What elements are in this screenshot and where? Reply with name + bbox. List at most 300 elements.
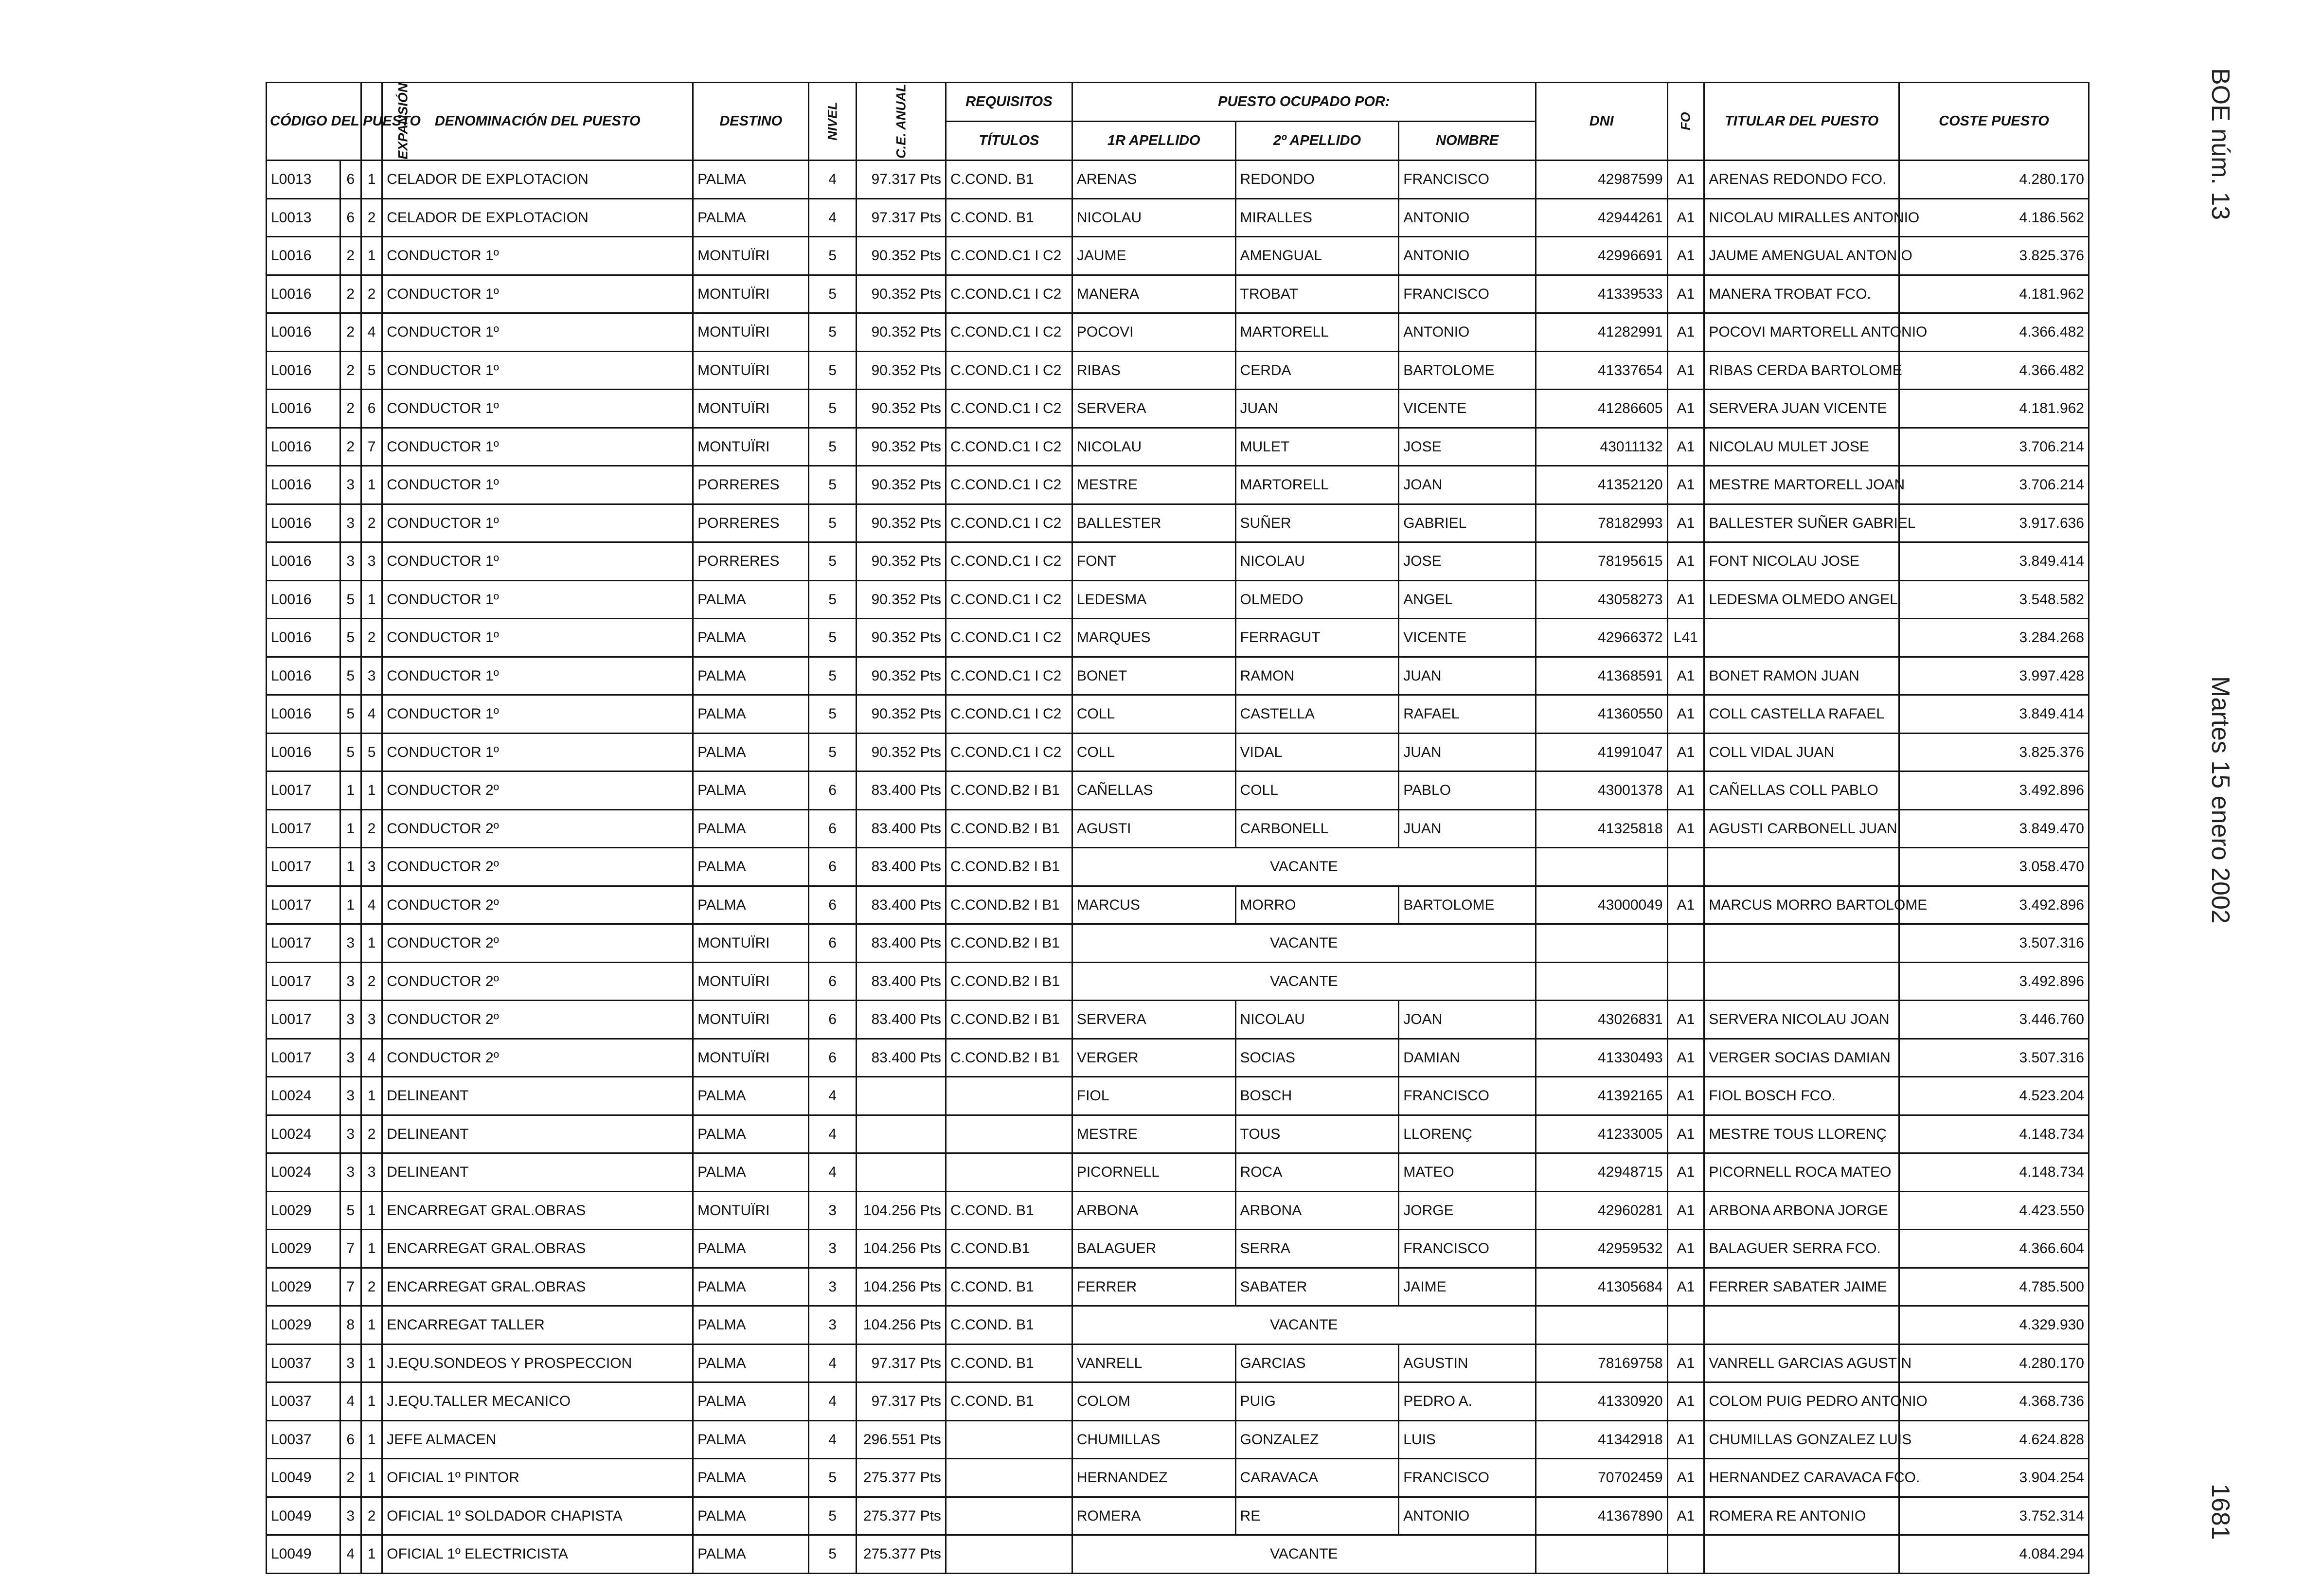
cell-nivel: 5 (809, 619, 856, 657)
cell-fo: A1 (1667, 237, 1704, 275)
table-row (267, 1268, 2089, 1306)
cell-fo: A1 (1667, 466, 1704, 504)
cell-titular: CAÑELLAS COLL PABLO (1704, 771, 1899, 810)
cell-denominacion: CONDUCTOR 1º (382, 657, 693, 695)
cell-fo: A1 (1667, 1039, 1704, 1077)
cell-fo: A1 (1667, 657, 1704, 695)
cell-titulos: C.COND. B1 (946, 1191, 1072, 1230)
cell-denominacion: CONDUCTOR 1º (382, 580, 693, 619)
cell-codigo: L0017 (267, 809, 340, 848)
table-row (267, 351, 2089, 390)
cell-fo: A1 (1667, 313, 1704, 352)
cell-dni: 42944261 (1536, 198, 1667, 237)
table-row (267, 1077, 2089, 1115)
cell-coste: 4.423.550 (1899, 1191, 2089, 1230)
cell-titulos: C.COND.B1 (946, 1230, 1072, 1268)
cell-nombre: ANGEL (1399, 580, 1536, 619)
cell-codigo: L0029 (267, 1191, 340, 1230)
cell-fo: A1 (1667, 1459, 1704, 1497)
cell-coste: 4.181.962 (1899, 390, 2089, 428)
cell-codigo-num: 8 (340, 1306, 361, 1345)
cell-denominacion: CONDUCTOR 2º (382, 1039, 693, 1077)
cell-fo: A1 (1667, 1001, 1704, 1039)
cell-dni: 78182993 (1536, 504, 1667, 542)
cell-apellido-1: NICOLAU (1072, 198, 1235, 237)
cell-codigo-num: 6 (340, 1420, 361, 1459)
cell-denominacion: CONDUCTOR 1º (382, 695, 693, 734)
cell-titulos: C.COND. B1 (946, 1268, 1072, 1306)
cell-codigo-num: 5 (340, 657, 361, 695)
cell-codigo-num: 1 (340, 886, 361, 924)
cell-nivel: 5 (809, 466, 856, 504)
cell-nombre: FRANCISCO (1399, 1459, 1536, 1497)
gazette-date-label: Martes 15 enero 2002 (2206, 676, 2234, 924)
cell-ce-anual: 90.352 Pts (856, 619, 946, 657)
cell-apellido-2: GONZALEZ (1235, 1420, 1399, 1459)
cell-titular: MESTRE MARTORELL JOAN (1704, 466, 1899, 504)
cell-denominacion: ENCARREGAT GRAL.OBRAS (382, 1191, 693, 1230)
cell-titulos: C.COND.C1 I C2 (946, 466, 1072, 504)
cell-destino: PORRERES (693, 466, 809, 504)
cell-codigo: L0024 (267, 1153, 340, 1192)
cell-codigo-num: 3 (340, 1153, 361, 1192)
cell-titular: POCOVI MARTORELL ANTONIO (1704, 313, 1899, 352)
cell-nivel: 4 (809, 1344, 856, 1382)
cell-denominacion: DELINEANT (382, 1153, 693, 1192)
table-row (267, 1306, 2089, 1345)
cell-coste: 4.366.482 (1899, 351, 2089, 390)
cell-codigo-num: 3 (340, 1344, 361, 1382)
cell-titular: FERRER SABATER JAIME (1704, 1268, 1899, 1306)
cell-denominacion: CONDUCTOR 2º (382, 848, 693, 886)
cell-apellido-1: SERVERA (1072, 1001, 1235, 1039)
cell-nombre: VICENTE (1399, 619, 1536, 657)
cell-apellido-1: MESTRE (1072, 1115, 1235, 1153)
cell-nivel: 5 (809, 275, 856, 313)
cell-dni: 42959532 (1536, 1230, 1667, 1268)
cell-ce-anual (856, 1115, 946, 1153)
cell-nombre: ANTONIO (1399, 237, 1536, 275)
cell-apellido-2: CERDA (1235, 351, 1399, 390)
cell-coste: 3.825.376 (1899, 733, 2089, 771)
cell-destino: MONTUÏRI (693, 1039, 809, 1077)
cell-codigo: L0017 (267, 1001, 340, 1039)
cell-dni (1536, 962, 1667, 1001)
cell-apellido-1: COLL (1072, 695, 1235, 734)
cell-codigo: L0016 (267, 619, 340, 657)
cell-titular: MESTRE TOUS LLORENÇ (1704, 1115, 1899, 1153)
cell-titular: ARENAS REDONDO FCO. (1704, 161, 1899, 199)
cell-coste: 4.148.734 (1899, 1115, 2089, 1153)
cell-coste: 4.785.500 (1899, 1268, 2089, 1306)
cell-codigo-num: 5 (340, 695, 361, 734)
cell-codigo-num: 1 (340, 848, 361, 886)
cell-fo: A1 (1667, 1344, 1704, 1382)
cell-nivel: 6 (809, 886, 856, 924)
cell-ce-anual: 90.352 Pts (856, 542, 946, 581)
cell-nivel: 5 (809, 657, 856, 695)
cell-denominacion: DELINEANT (382, 1115, 693, 1153)
cell-titular: RIBAS CERDA BARTOLOME (1704, 351, 1899, 390)
cell-titulos: C.COND.C1 I C2 (946, 275, 1072, 313)
cell-denominacion: CONDUCTOR 2º (382, 809, 693, 848)
table-row (267, 466, 2089, 504)
cell-ce-anual (856, 1077, 946, 1115)
cell-codigo: L0016 (267, 428, 340, 466)
cell-ce-anual: 104.256 Pts (856, 1191, 946, 1230)
cell-ce-anual (856, 1153, 946, 1192)
table-row (267, 809, 2089, 848)
cell-titulos: C.COND.B2 I B1 (946, 848, 1072, 886)
cell-nivel: 5 (809, 542, 856, 581)
cell-denominacion: CONDUCTOR 1º (382, 504, 693, 542)
cell-apellido-1: CHUMILLAS (1072, 1420, 1235, 1459)
cell-nivel: 4 (809, 1077, 856, 1115)
cell-codigo: L0037 (267, 1420, 340, 1459)
cell-titular (1704, 962, 1899, 1001)
cell-codigo-num: 3 (340, 1039, 361, 1077)
cell-nombre: JUAN (1399, 657, 1536, 695)
table-row (267, 428, 2089, 466)
cell-destino: PALMA (693, 771, 809, 810)
cell-fo: A1 (1667, 771, 1704, 810)
cell-titulos: C.COND.B2 I B1 (946, 1039, 1072, 1077)
cell-dni: 41305684 (1536, 1268, 1667, 1306)
cell-codigo: L0016 (267, 733, 340, 771)
cell-denominacion: CONDUCTOR 1º (382, 466, 693, 504)
cell-titulos: C.COND.B2 I B1 (946, 924, 1072, 963)
cell-fo: A1 (1667, 1497, 1704, 1535)
table-row (267, 161, 2089, 199)
cell-expansion: 2 (361, 1497, 382, 1535)
cell-coste: 4.186.562 (1899, 198, 2089, 237)
cell-titular: FONT NICOLAU JOSE (1704, 542, 1899, 581)
cell-titulos: C.COND.B2 I B1 (946, 771, 1072, 810)
cell-fo: A1 (1667, 809, 1704, 848)
cell-expansion: 1 (361, 1191, 382, 1230)
cell-coste: 3.849.414 (1899, 542, 2089, 581)
cell-apellido-1: PICORNELL (1072, 1153, 1235, 1192)
cell-expansion: 1 (361, 1382, 382, 1421)
cell-destino: PALMA (693, 619, 809, 657)
cell-titulos: C.COND.B2 I B1 (946, 809, 1072, 848)
table-row (267, 657, 2089, 695)
header-puesto-ocupado: PUESTO OCUPADO POR: (1072, 83, 1536, 122)
cell-destino: MONTUÏRI (693, 275, 809, 313)
cell-expansion: 3 (361, 848, 382, 886)
cell-codigo: L0049 (267, 1535, 340, 1574)
cell-nivel: 5 (809, 1497, 856, 1535)
cell-denominacion: ENCARREGAT GRAL.OBRAS (382, 1230, 693, 1268)
staff-positions-table-container (266, 82, 2090, 1574)
cell-nivel: 5 (809, 351, 856, 390)
cell-ce-anual: 83.400 Pts (856, 1001, 946, 1039)
cell-ce-anual: 104.256 Pts (856, 1268, 946, 1306)
cell-expansion: 2 (361, 962, 382, 1001)
cell-apellido-1: MARCUS (1072, 886, 1235, 924)
cell-destino: PALMA (693, 1077, 809, 1115)
cell-coste: 3.548.582 (1899, 580, 2089, 619)
cell-fo: A1 (1667, 351, 1704, 390)
cell-codigo: L0037 (267, 1382, 340, 1421)
cell-apellido-2: CASTELLA (1235, 695, 1399, 734)
cell-dni (1536, 1535, 1667, 1574)
cell-titular: JAUME AMENGUAL ANTONIO (1704, 237, 1899, 275)
cell-codigo: L0017 (267, 962, 340, 1001)
cell-expansion: 3 (361, 657, 382, 695)
cell-titulos: C.COND.C1 I C2 (946, 733, 1072, 771)
cell-coste: 3.492.896 (1899, 771, 2089, 810)
cell-codigo-num: 3 (340, 542, 361, 581)
cell-expansion: 4 (361, 1039, 382, 1077)
cell-nombre: JAIME (1399, 1268, 1536, 1306)
cell-coste: 3.849.470 (1899, 809, 2089, 848)
cell-codigo: L0017 (267, 924, 340, 963)
cell-titular: BONET RAMON JUAN (1704, 657, 1899, 695)
gazette-issue-label: BOE núm. 13 (2206, 68, 2234, 220)
cell-apellido-2: SERRA (1235, 1230, 1399, 1268)
cell-dni: 41337654 (1536, 351, 1667, 390)
table-row (267, 733, 2089, 771)
cell-codigo-num: 2 (340, 428, 361, 466)
cell-nivel: 5 (809, 580, 856, 619)
cell-dni: 43011132 (1536, 428, 1667, 466)
cell-nombre: BARTOLOME (1399, 351, 1536, 390)
cell-coste: 3.507.316 (1899, 924, 2089, 963)
cell-nivel: 4 (809, 161, 856, 199)
cell-titulos: C.COND.C1 I C2 (946, 390, 1072, 428)
cell-dni: 43001378 (1536, 771, 1667, 810)
cell-apellido-1: ROMERA (1072, 1497, 1235, 1535)
cell-nombre: JOSE (1399, 542, 1536, 581)
cell-nombre: PEDRO A. (1399, 1382, 1536, 1421)
cell-coste: 3.917.636 (1899, 504, 2089, 542)
cell-nombre: FRANCISCO (1399, 1077, 1536, 1115)
cell-ce-anual: 83.400 Pts (856, 771, 946, 810)
cell-apellido-2: CARAVACA (1235, 1459, 1399, 1497)
cell-codigo: L0017 (267, 771, 340, 810)
cell-apellido-1: JAUME (1072, 237, 1235, 275)
cell-destino: PALMA (693, 1268, 809, 1306)
cell-titular: NICOLAU MIRALLES ANTONIO (1704, 198, 1899, 237)
cell-titulos: C.COND.C1 I C2 (946, 619, 1072, 657)
cell-titulos: C.COND.B2 I B1 (946, 886, 1072, 924)
cell-apellido-2: VIDAL (1235, 733, 1399, 771)
cell-codigo-num: 2 (340, 313, 361, 352)
cell-apellido-1: POCOVI (1072, 313, 1235, 352)
cell-destino: PALMA (693, 1497, 809, 1535)
cell-nombre: DAMIAN (1399, 1039, 1536, 1077)
cell-expansion: 2 (361, 809, 382, 848)
cell-dni: 41339533 (1536, 275, 1667, 313)
cell-ce-anual: 97.317 Pts (856, 1344, 946, 1382)
cell-fo: A1 (1667, 390, 1704, 428)
cell-fo: A1 (1667, 1077, 1704, 1115)
cell-nivel: 5 (809, 504, 856, 542)
table-row (267, 1039, 2089, 1077)
cell-destino: PORRERES (693, 542, 809, 581)
cell-ce-anual: 83.400 Pts (856, 924, 946, 963)
cell-expansion: 2 (361, 1268, 382, 1306)
cell-codigo: L0016 (267, 542, 340, 581)
cell-nombre: BARTOLOME (1399, 886, 1536, 924)
cell-codigo: L0016 (267, 580, 340, 619)
table-row (267, 542, 2089, 581)
cell-denominacion: CONDUCTOR 1º (382, 351, 693, 390)
cell-dni: 41360550 (1536, 695, 1667, 734)
cell-coste: 3.058.470 (1899, 848, 2089, 886)
cell-apellido-2: JUAN (1235, 390, 1399, 428)
cell-coste: 3.752.314 (1899, 1497, 2089, 1535)
cell-titulos: C.COND.B2 I B1 (946, 1001, 1072, 1039)
cell-expansion: 2 (361, 619, 382, 657)
cell-nombre: ANTONIO (1399, 1497, 1536, 1535)
cell-vacante: VACANTE (1072, 962, 1536, 1001)
cell-destino: PALMA (693, 657, 809, 695)
cell-fo: A1 (1667, 198, 1704, 237)
table-row (267, 886, 2089, 924)
cell-ce-anual: 90.352 Pts (856, 580, 946, 619)
cell-denominacion: CONDUCTOR 2º (382, 886, 693, 924)
cell-destino: PALMA (693, 848, 809, 886)
cell-destino: MONTUÏRI (693, 428, 809, 466)
cell-nivel: 5 (809, 1535, 856, 1574)
cell-denominacion: CONDUCTOR 1º (382, 275, 693, 313)
cell-apellido-2: NICOLAU (1235, 542, 1399, 581)
table-row (267, 1344, 2089, 1382)
cell-apellido-1: RIBAS (1072, 351, 1235, 390)
cell-titulos: C.COND.B2 I B1 (946, 962, 1072, 1001)
cell-destino: PALMA (693, 1344, 809, 1382)
cell-nivel: 4 (809, 1382, 856, 1421)
cell-nivel: 4 (809, 1153, 856, 1192)
cell-vacante: VACANTE (1072, 1306, 1536, 1345)
cell-apellido-2: CARBONELL (1235, 809, 1399, 848)
cell-dni: 78169758 (1536, 1344, 1667, 1382)
cell-codigo-num: 4 (340, 1382, 361, 1421)
cell-codigo: L0049 (267, 1459, 340, 1497)
cell-codigo-num: 3 (340, 962, 361, 1001)
cell-apellido-2: RAMON (1235, 657, 1399, 695)
cell-fo: A1 (1667, 504, 1704, 542)
cell-dni: 41330493 (1536, 1039, 1667, 1077)
cell-codigo: L0016 (267, 695, 340, 734)
cell-titular: HERNANDEZ CARAVACA FCO. (1704, 1459, 1899, 1497)
cell-apellido-1: MANERA (1072, 275, 1235, 313)
cell-codigo: L0049 (267, 1497, 340, 1535)
cell-dni: 42948715 (1536, 1153, 1667, 1192)
cell-codigo: L0013 (267, 161, 340, 199)
cell-expansion: 1 (361, 161, 382, 199)
cell-ce-anual: 90.352 Pts (856, 657, 946, 695)
table-row (267, 962, 2089, 1001)
cell-codigo-num: 2 (340, 390, 361, 428)
cell-nombre: FRANCISCO (1399, 275, 1536, 313)
cell-denominacion: DELINEANT (382, 1077, 693, 1115)
cell-apellido-1: VERGER (1072, 1039, 1235, 1077)
cell-codigo-num: 7 (340, 1268, 361, 1306)
table-row (267, 1153, 2089, 1192)
table-row (267, 1115, 2089, 1153)
cell-nombre: JOAN (1399, 466, 1536, 504)
cell-coste: 4.523.204 (1899, 1077, 2089, 1115)
cell-nombre: JUAN (1399, 809, 1536, 848)
cell-fo: A1 (1667, 1153, 1704, 1192)
cell-coste: 4.148.734 (1899, 1153, 2089, 1192)
cell-coste: 4.366.482 (1899, 313, 2089, 352)
cell-destino: PALMA (693, 733, 809, 771)
cell-expansion: 6 (361, 390, 382, 428)
cell-fo (1667, 848, 1704, 886)
cell-titulos: C.COND. B1 (946, 161, 1072, 199)
cell-codigo: L0013 (267, 198, 340, 237)
cell-dni: 41233005 (1536, 1115, 1667, 1153)
cell-dni: 41330920 (1536, 1382, 1667, 1421)
cell-fo: A1 (1667, 1268, 1704, 1306)
cell-fo: A1 (1667, 1420, 1704, 1459)
cell-coste: 4.280.170 (1899, 161, 2089, 199)
table-row (267, 1230, 2089, 1268)
cell-titular: COLL CASTELLA RAFAEL (1704, 695, 1899, 734)
cell-apellido-2: BOSCH (1235, 1077, 1399, 1115)
cell-titular: ROMERA RE ANTONIO (1704, 1497, 1899, 1535)
cell-nombre: JUAN (1399, 733, 1536, 771)
cell-apellido-2: NICOLAU (1235, 1001, 1399, 1039)
cell-fo (1667, 924, 1704, 963)
cell-titulos: C.COND.C1 I C2 (946, 313, 1072, 352)
cell-codigo-num: 2 (340, 237, 361, 275)
cell-titulos (946, 1497, 1072, 1535)
cell-codigo: L0016 (267, 657, 340, 695)
cell-codigo: L0017 (267, 886, 340, 924)
cell-fo: A1 (1667, 580, 1704, 619)
cell-titular: MANERA TROBAT FCO. (1704, 275, 1899, 313)
cell-titulos: C.COND.C1 I C2 (946, 428, 1072, 466)
cell-expansion: 7 (361, 428, 382, 466)
page-number: 1681 (2206, 1484, 2234, 1540)
cell-dni: 70702459 (1536, 1459, 1667, 1497)
cell-coste: 3.904.254 (1899, 1459, 2089, 1497)
cell-apellido-2: SUÑER (1235, 504, 1399, 542)
cell-fo: A1 (1667, 733, 1704, 771)
cell-titulos (946, 1459, 1072, 1497)
cell-nombre: AGUSTIN (1399, 1344, 1536, 1382)
cell-denominacion: ENCARREGAT TALLER (382, 1306, 693, 1345)
cell-ce-anual: 90.352 Pts (856, 390, 946, 428)
cell-fo: A1 (1667, 275, 1704, 313)
cell-denominacion: CONDUCTOR 1º (382, 542, 693, 581)
cell-expansion: 1 (361, 1535, 382, 1574)
cell-ce-anual: 296.551 Pts (856, 1420, 946, 1459)
cell-vacante: VACANTE (1072, 1535, 1536, 1574)
cell-apellido-1: SERVERA (1072, 390, 1235, 428)
cell-ce-anual: 90.352 Pts (856, 695, 946, 734)
cell-nombre: RAFAEL (1399, 695, 1536, 734)
cell-ce-anual: 83.400 Pts (856, 848, 946, 886)
cell-nivel: 4 (809, 1420, 856, 1459)
cell-denominacion: J.EQU.SONDEOS Y PROSPECCION (382, 1344, 693, 1382)
cell-denominacion: JEFE ALMACEN (382, 1420, 693, 1459)
table-row (267, 1535, 2089, 1574)
cell-nombre: LUIS (1399, 1420, 1536, 1459)
cell-codigo: L0017 (267, 1039, 340, 1077)
cell-titulos: C.COND. B1 (946, 198, 1072, 237)
cell-apellido-2: FERRAGUT (1235, 619, 1399, 657)
cell-coste: 4.368.736 (1899, 1382, 2089, 1421)
table-row (267, 1420, 2089, 1459)
cell-fo: A1 (1667, 695, 1704, 734)
cell-apellido-1: LEDESMA (1072, 580, 1235, 619)
